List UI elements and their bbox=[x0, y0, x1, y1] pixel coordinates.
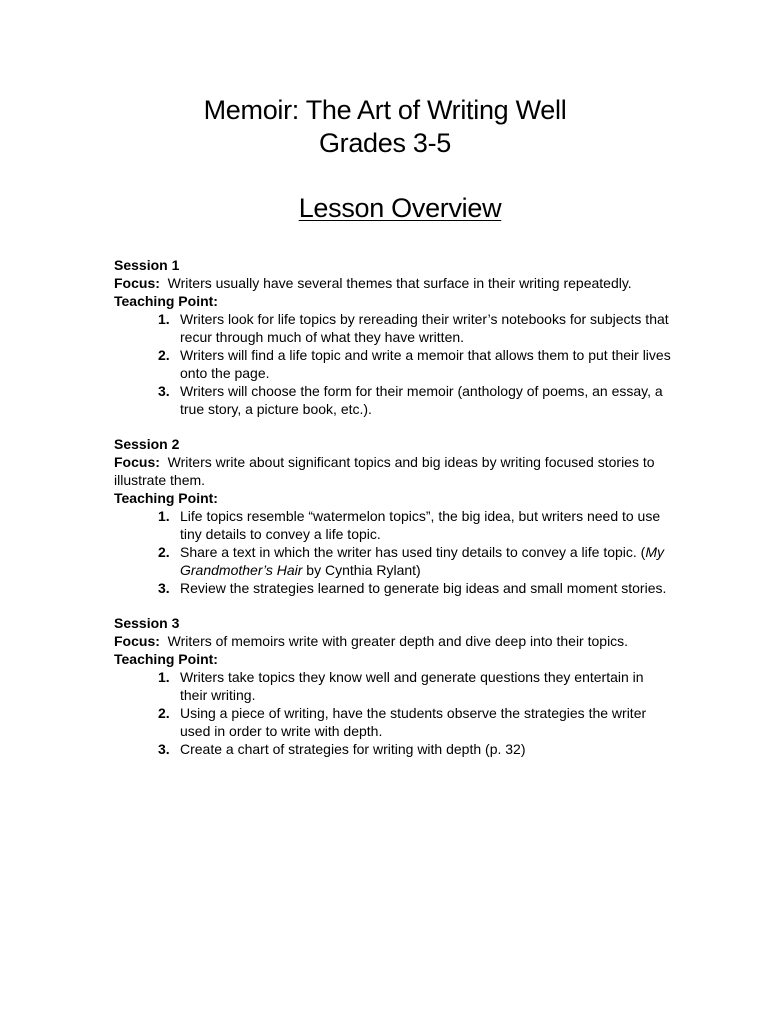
sessions-content bbox=[114, 256, 674, 758]
list-number: 2. bbox=[158, 705, 170, 721]
list-item bbox=[158, 704, 674, 740]
focus-text: Writers of memoirs write with greater depth and dive deep into their topics. bbox=[167, 633, 629, 649]
document-title bbox=[0, 94, 770, 160]
list-item-text bbox=[180, 544, 664, 578]
list-item-text-before: Share a text in which the writer has used tiny details to convey a life topic. ( bbox=[180, 544, 646, 560]
list-item bbox=[158, 310, 674, 346]
teaching-points-list bbox=[114, 310, 674, 418]
list-number: 3. bbox=[158, 580, 170, 596]
session-label: Session 1 bbox=[114, 257, 180, 273]
session-label: Session 2 bbox=[114, 436, 180, 452]
list-item-text: Writers look for life topics by rereading their writer’s notebooks for subjects that recur through much of what they have written. bbox=[180, 311, 669, 345]
list-item-text: Writers will find a life topic and write a memoir that allows them to put their lives onto the page. bbox=[180, 347, 671, 381]
session-focus bbox=[114, 274, 674, 292]
list-item bbox=[158, 543, 674, 579]
focus-label: Focus: bbox=[114, 454, 160, 470]
list-item-text: Review the strategies learned to generate big ideas and small moment stories. bbox=[180, 580, 667, 596]
focus-text: Writers write about significant topics and big ideas by writing focused stories to illustrate them. bbox=[114, 454, 655, 488]
list-number: 2. bbox=[158, 544, 170, 560]
list-item-text: Writers take topics they know well and generate questions they entertain in their writing. bbox=[180, 669, 644, 703]
list-item-text: Using a piece of writing, have the students observe the strategies the writer used in order to write with depth. bbox=[180, 705, 647, 739]
teaching-points-list bbox=[114, 668, 674, 758]
list-item bbox=[158, 507, 674, 543]
list-item bbox=[158, 346, 674, 382]
title-line-2: Grades 3-5 bbox=[318, 128, 452, 158]
list-number: 3. bbox=[158, 741, 170, 757]
lesson-overview-heading: Lesson Overview bbox=[298, 193, 502, 223]
teaching-point-label: Teaching Point: bbox=[114, 490, 218, 506]
teaching-points-list bbox=[114, 507, 674, 597]
list-item bbox=[158, 740, 674, 758]
title-line-1: Memoir: The Art of Writing Well bbox=[203, 95, 567, 125]
list-number: 1. bbox=[158, 669, 170, 685]
list-item-text: Create a chart of strategies for writing with depth (p. 32) bbox=[180, 741, 526, 757]
session-focus bbox=[114, 453, 674, 489]
teaching-point-label: Teaching Point: bbox=[114, 651, 218, 667]
session-2 bbox=[114, 435, 674, 597]
session-label: Session 3 bbox=[114, 615, 180, 631]
list-item-text: Life topics resemble “watermelon topics”, the big idea, but writers need to use tiny details to convey a life topic. bbox=[180, 508, 661, 542]
focus-label: Focus: bbox=[114, 275, 160, 291]
focus-label: Focus: bbox=[114, 633, 160, 649]
list-number: 3. bbox=[158, 383, 170, 399]
session-3 bbox=[114, 614, 674, 758]
session-focus bbox=[114, 632, 674, 650]
focus-text: Writers usually have several themes that surface in their writing repeatedly. bbox=[167, 275, 632, 291]
session-1 bbox=[114, 256, 674, 418]
teaching-point-label: Teaching Point: bbox=[114, 293, 218, 309]
list-number: 2. bbox=[158, 347, 170, 363]
list-item-text-after: by Cynthia Rylant) bbox=[302, 562, 421, 578]
list-number: 1. bbox=[158, 508, 170, 524]
book-title: My Grandmother’s Hair bbox=[180, 544, 665, 578]
list-number: 1. bbox=[158, 311, 170, 327]
list-item bbox=[158, 579, 674, 597]
list-item-text: Writers will choose the form for their memoir (anthology of poems, an essay, a true story, a picture book, etc.). bbox=[180, 383, 663, 417]
list-item bbox=[158, 668, 674, 704]
list-item bbox=[158, 382, 674, 418]
